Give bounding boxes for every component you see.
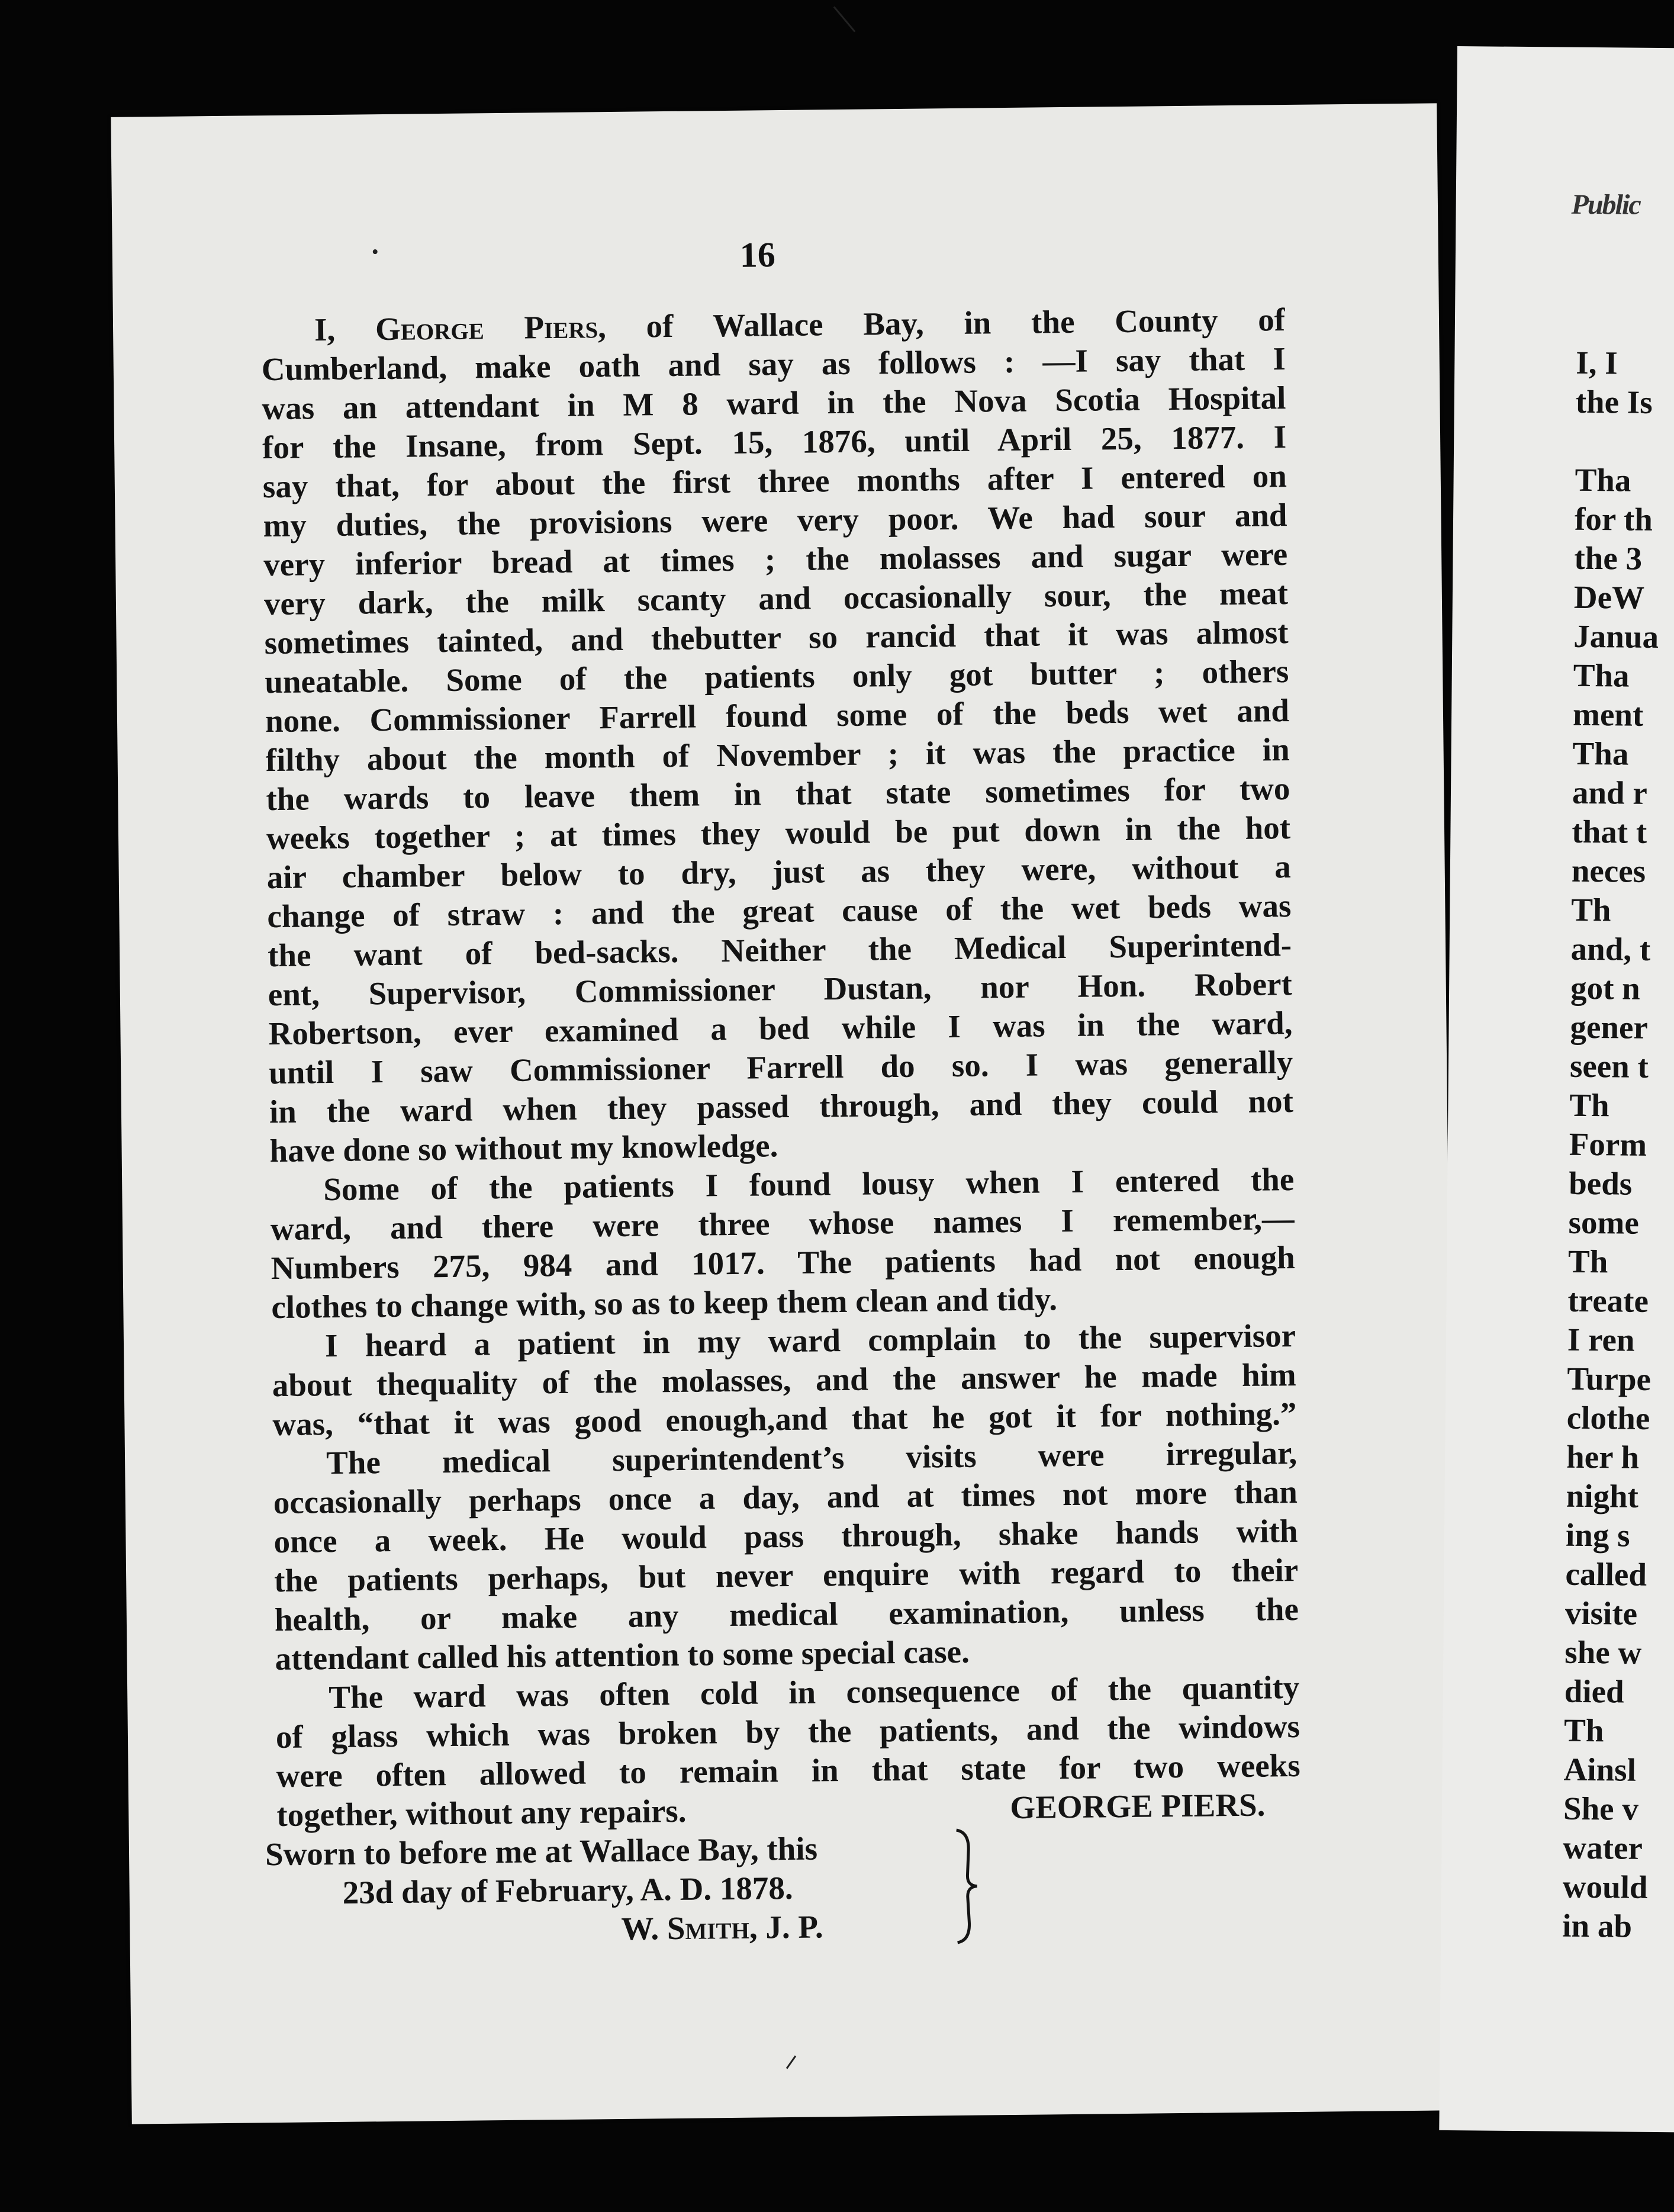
jurat-line: W. Smith, J. P. (621, 1908, 823, 1947)
right-text-line: Turpe (1567, 1360, 1652, 1397)
text-line: have done so without my knowledge. (269, 1127, 778, 1169)
right-text-line: Tha (1573, 657, 1630, 694)
signature: GEORGE PIERS. (1010, 1786, 1266, 1826)
right-page-text (1562, 343, 1674, 1947)
right-text-line: treate (1567, 1282, 1649, 1319)
right-text-line: in ab (1562, 1907, 1633, 1944)
text-line: my duties, the provisions were very poor. We had sour and (263, 497, 1287, 544)
right-text-line: and, t (1570, 930, 1651, 967)
text-line: the patients perhaps, but never enquire with regard to their (273, 1551, 1299, 1599)
right-text-line: Ainsl (1563, 1751, 1637, 1788)
scan-mark (833, 6, 856, 32)
text-line: the want of bed-sacks. Neither the Medical Superintend- (267, 927, 1292, 974)
text-line: I, George Piers, of Wallace Bay, in the County of (314, 301, 1286, 348)
right-page (1439, 46, 1674, 2132)
text-line: Cumberland, make oath and say as follows : —I say that I (261, 340, 1286, 388)
text-line: was an attendant in M 8 ward in the Nova Scotia Hospital (262, 380, 1286, 427)
text-line: clothes to change with, so as to keep them clean and tidy. (271, 1281, 1058, 1326)
text-line: very dark, the milk scanty and occasionally sour, the meat (263, 575, 1289, 622)
text-line: once a week. He would pass through, shake hands with (273, 1512, 1298, 1560)
right-text-line: got n (1570, 969, 1641, 1007)
text-line: the wards to leave them in that state sometimes for two (266, 770, 1290, 818)
right-text-line: for th (1574, 500, 1653, 538)
right-text-line: visite (1564, 1594, 1638, 1632)
right-text-line: night (1566, 1477, 1639, 1515)
right-text-line: some (1568, 1204, 1640, 1241)
text-line: occasionally perhaps once a day, and at times not more than (273, 1473, 1298, 1521)
right-text-line: she w (1564, 1634, 1642, 1671)
text-line: very inferior bread at times ; the molasses and sugar were (263, 536, 1288, 583)
right-page-header: Public (1571, 188, 1640, 221)
text-line: weeks together ; at times they would be put down in the hot (266, 809, 1291, 857)
text-line: I heard a patient in my ward complain to the supervisor (324, 1317, 1296, 1364)
right-text-line: Th (1569, 1086, 1609, 1124)
text-line: Numbers 275, 984 and 1017. The patients had not enough (271, 1239, 1295, 1287)
text-line: of glass which was broken by the patients, and the windows (275, 1708, 1300, 1756)
right-text-line: would (1562, 1868, 1648, 1905)
text-line: say that, for about the first three months after I entered on (262, 458, 1287, 505)
right-text-line: the 3 (1574, 539, 1643, 577)
right-text-line: ing s (1565, 1516, 1630, 1554)
text-line: none. Commissioner Farrell found some of the beds wet and (265, 692, 1290, 740)
text-line: until I saw Commissioner Farrell do so. I was generally (268, 1044, 1293, 1091)
right-text-line: I ren (1567, 1321, 1635, 1358)
right-text-line: her h (1566, 1438, 1640, 1475)
text-line: health, or make any medical examination, unless the (274, 1590, 1299, 1638)
text-line: The medical superintendent’s visits were irregular, (326, 1434, 1298, 1481)
jurat-line: 23d day of February, A. D. 1878. (342, 1869, 793, 1911)
right-text-line: Th (1571, 891, 1611, 928)
closing-text: together, without any repairs. (276, 1792, 687, 1834)
right-text-line: Tha (1572, 735, 1629, 772)
right-text-line: died (1564, 1673, 1624, 1710)
jurat (265, 1824, 1302, 1952)
brace-icon (952, 1828, 983, 1946)
text-line: Some of the patients I found lousy when I entered the (323, 1160, 1295, 1208)
text-line: Robertson, ever examined a bed while I was in the ward, (268, 1005, 1293, 1052)
text-line: ent, Supervisor, Commissioner Dustan, nor Hon. Robert (268, 966, 1293, 1013)
right-text-line: Th (1567, 1243, 1608, 1280)
right-text-line: the Is (1575, 383, 1653, 420)
text-line: change of straw : and the great cause of the wet beds was (267, 888, 1292, 935)
page-number: 16 (739, 235, 776, 275)
right-text-line: beds (1568, 1165, 1633, 1202)
text-line: filthy about the month of November ; it was the practice in (265, 731, 1290, 779)
right-text-line: clothe (1566, 1399, 1650, 1436)
right-text-line (1575, 422, 1674, 462)
text-line: in the ward when they passed through, and they could not (269, 1082, 1294, 1130)
text-line: attendant called his attention to some special case. (275, 1633, 970, 1677)
right-text-line: that t (1572, 813, 1647, 850)
right-text-line: and r (1572, 774, 1648, 811)
right-text-line: seen t (1569, 1047, 1649, 1085)
right-text-line: She v (1563, 1790, 1639, 1827)
right-text-line: I, I (1576, 344, 1618, 381)
right-text-line: neces (1571, 852, 1646, 889)
right-text-line: gener (1570, 1008, 1649, 1046)
right-text-line: Form (1569, 1126, 1647, 1163)
right-text-line: called (1565, 1555, 1647, 1593)
text-line: air chamber below to dry, just as they were, without a (266, 848, 1291, 896)
text-line: was, “that it was good enough,and that he got it for nothing.” (272, 1395, 1297, 1443)
text-line: were often allowed to remain in that state for two weeks (276, 1747, 1300, 1795)
right-text-line: Janua (1573, 618, 1659, 655)
text-line: The ward was often cold in consequence of the quantity (328, 1668, 1300, 1716)
right-text-line: Th (1563, 1712, 1604, 1749)
text-line: uneatable. Some of the patients only got butter ; others (264, 653, 1289, 700)
right-text-line: ment (1572, 696, 1644, 733)
jurat-line: Sworn to before me at Wallace Bay, this (265, 1830, 818, 1873)
right-text-line: Tha (1575, 461, 1631, 499)
affidavit-text (261, 300, 1302, 1952)
right-text-line: water (1563, 1829, 1643, 1866)
right-text-line: DeW (1573, 578, 1645, 616)
text-line: about thequality of the molasses, and the answer he made him (272, 1356, 1296, 1404)
left-page (111, 103, 1457, 2124)
text-line: sometimes tainted, and thebutter so rancid that it was almost (264, 614, 1289, 661)
text-line: ward, and there were three whose names I remember,— (270, 1200, 1295, 1248)
text-line: for the Insane, from Sept. 15, 1876, until April 25, 1877. I (262, 419, 1287, 466)
